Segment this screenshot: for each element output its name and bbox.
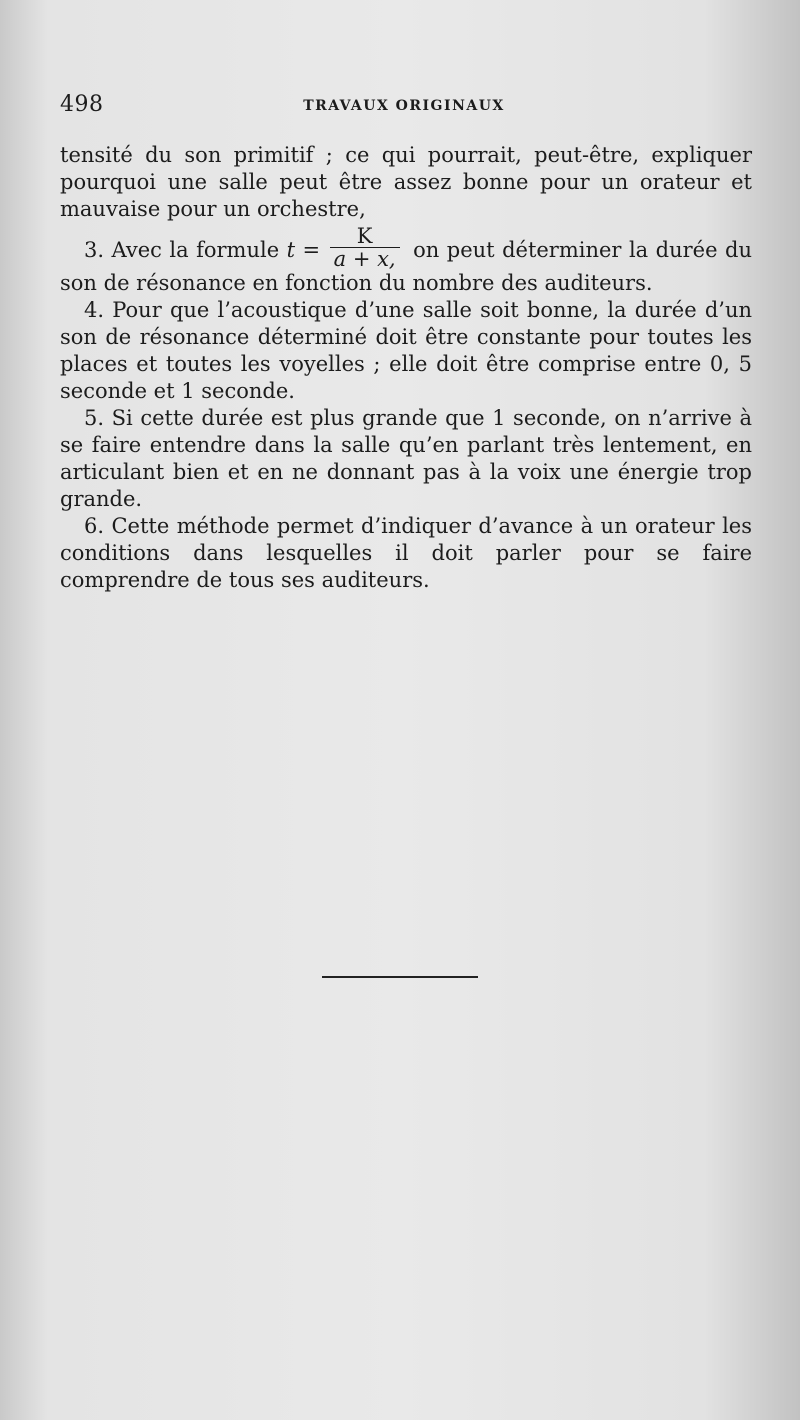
page-number: 498 xyxy=(60,92,104,117)
item3-lead: 3. Avec la formule xyxy=(84,238,280,262)
formula-denominator: a + x, xyxy=(330,247,400,270)
section-end-rule xyxy=(322,976,478,978)
formula-equals: = xyxy=(295,238,328,262)
paragraph-continued: tensité du son primitif ; ce qui pourrait, peut-être, expliquer pourquoi une salle peut être assez bonne pour un orateur et mauvaise pour un orchestre, xyxy=(60,143,752,221)
list-item-6: 6. Cette méthode permet d’indiquer d’avance à un orateur les conditions dans lesquelles il doit parler pour se faire comprendre de tous ses auditeurs. xyxy=(60,514,752,592)
body-text xyxy=(60,142,752,594)
formula-fraction xyxy=(330,225,400,270)
list-item-3 xyxy=(60,224,752,297)
formula-numerator: K xyxy=(356,224,373,248)
formula-variable: t xyxy=(286,238,296,262)
list-item-4: 4. Pour que l’acoustique d’une salle soit bonne, la durée d’un son de résonance déterminé doit être constante pour toutes les places et toutes les voyelles ; elle doit être comprise entre 0, 5 seconde et 1 seconde. xyxy=(60,298,752,403)
running-head: TRAVAUX ORIGINAUX xyxy=(303,98,505,114)
item3-rest: on peut déterminer la durée du son de résonance en fonction du nombre des auditeurs. xyxy=(60,238,752,295)
list-item-5: 5. Si cette durée est plus grande que 1 seconde, on n’arrive à se faire entendre dans la salle qu’en parlant très lentement, en articulant bien et en ne donnant pas à la voix une énergie trop grande. xyxy=(60,406,752,511)
page-header xyxy=(60,92,748,122)
